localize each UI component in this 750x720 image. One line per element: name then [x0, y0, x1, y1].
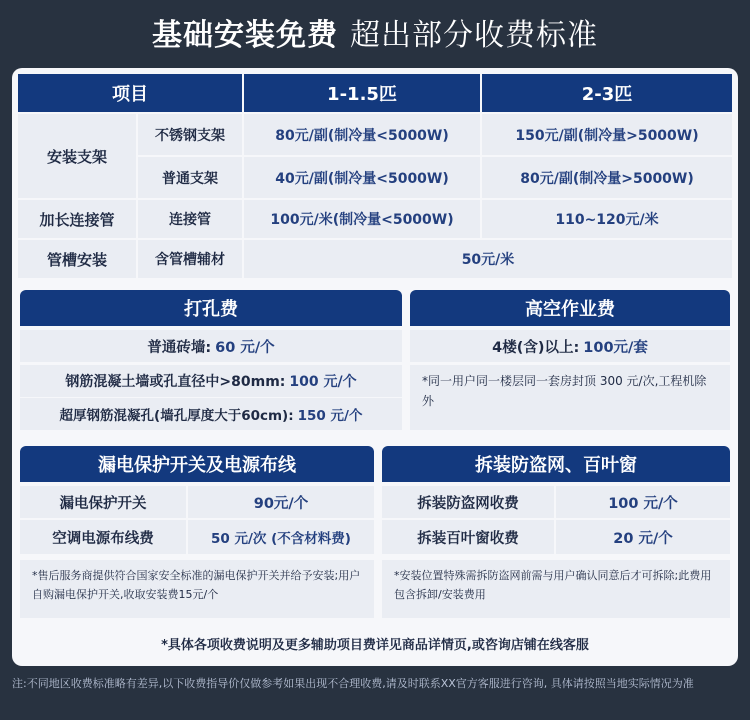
drilling-thick-label: 超厚钢筋混凝孔(墙孔厚度大于60cm):: [59, 408, 294, 424]
electric-title: 漏电保护开关及电源布线: [20, 446, 374, 482]
drilling-row-concrete: [20, 365, 402, 397]
price-normal-large: 80元/副(制冷量>5000W): [482, 157, 732, 198]
price-conduit: 50元/米: [244, 240, 732, 278]
group-conduit: 管槽安装: [18, 240, 136, 278]
electric-note: *售后服务商提供符合国家安全标准的漏电保护开关并给予安装;用户自购漏电保护开关,收取安装费15元/个: [20, 560, 374, 618]
drilling-title: 打孔费: [20, 290, 402, 326]
electric-wiring-value: 50 元/次 (不含材料费): [188, 520, 374, 554]
drilling-concrete-value: 100 元/个: [289, 374, 357, 390]
title-light: 超出部分收费标准: [350, 18, 598, 53]
item-pipe: 连接管: [138, 200, 242, 238]
item-stainless: 不锈钢支架: [138, 114, 242, 155]
removal-title: 拆装防盗网、百叶窗: [382, 446, 730, 482]
title-strong: 基础安装免费: [152, 18, 338, 53]
drilling-concrete-label: 钢筋混凝土墙或孔直径中>80mm:: [65, 374, 286, 390]
disclaimer: 注:不同地区收费标准略有差异,以下收费指导价仅做参考如果出现不合理收费,请及时联系XX官方客服进行咨询, 具体请按照当地实际情况为准: [12, 677, 694, 690]
altitude-value: 100元/套: [583, 339, 648, 356]
price-normal-small: 40元/副(制冷量<5000W): [244, 157, 480, 198]
electric-wiring-label: 空调电源布线费: [20, 520, 186, 554]
electric-leak-label: 漏电保护开关: [20, 486, 186, 518]
header-1-1.5: 1-1.5匹: [244, 74, 480, 112]
drilling-row-thick: [20, 398, 402, 430]
drilling-brick-value: 60 元/个: [215, 339, 275, 356]
price-stainless-large: 150元/副(制冷量>5000W): [482, 114, 732, 155]
altitude-note: *同一用户同一楼层同一套房封顶 300 元/次,工程机除外: [410, 365, 730, 430]
item-conduit: 含管槽辅材: [138, 240, 242, 278]
price-stainless-small: 80元/副(制冷量<5000W): [244, 114, 480, 155]
removal-blind-value: 20 元/个: [556, 520, 730, 554]
electric-leak-value: 90元/个: [188, 486, 374, 518]
altitude-title: 高空作业费: [410, 290, 730, 326]
price-pipe-small: 100元/米(制冷量<5000W): [244, 200, 480, 238]
altitude-label: 4楼(含)以上:: [492, 339, 580, 356]
group-extension: 加长连接管: [18, 200, 136, 238]
altitude-row: [410, 330, 730, 362]
drilling-thick-value: 150 元/个: [297, 408, 363, 424]
removal-note: *安装位置特殊需拆防盗网前需与用户确认同意后才可拆除;此费用包含拆卸/安装费用: [382, 560, 730, 618]
drilling-brick-label: 普通砖墙:: [147, 339, 212, 356]
header-2-3: 2-3匹: [482, 74, 732, 112]
item-normal: 普通支架: [138, 157, 242, 198]
page-title: [0, 0, 750, 64]
price-pipe-large: 110~120元/米: [482, 200, 732, 238]
removal-blind-label: 拆装百叶窗收费: [382, 520, 554, 554]
removal-net-value: 100 元/个: [556, 486, 730, 518]
pricing-card: [12, 68, 738, 666]
footer-note: *具体各项收费说明及更多辅助项目费详见商品详情页,或咨询店铺在线客服: [161, 637, 589, 653]
header-item: 项目: [18, 74, 242, 112]
removal-net-label: 拆装防盗网收费: [382, 486, 554, 518]
group-bracket: 安装支架: [18, 114, 136, 198]
drilling-row-brick: [20, 330, 402, 362]
